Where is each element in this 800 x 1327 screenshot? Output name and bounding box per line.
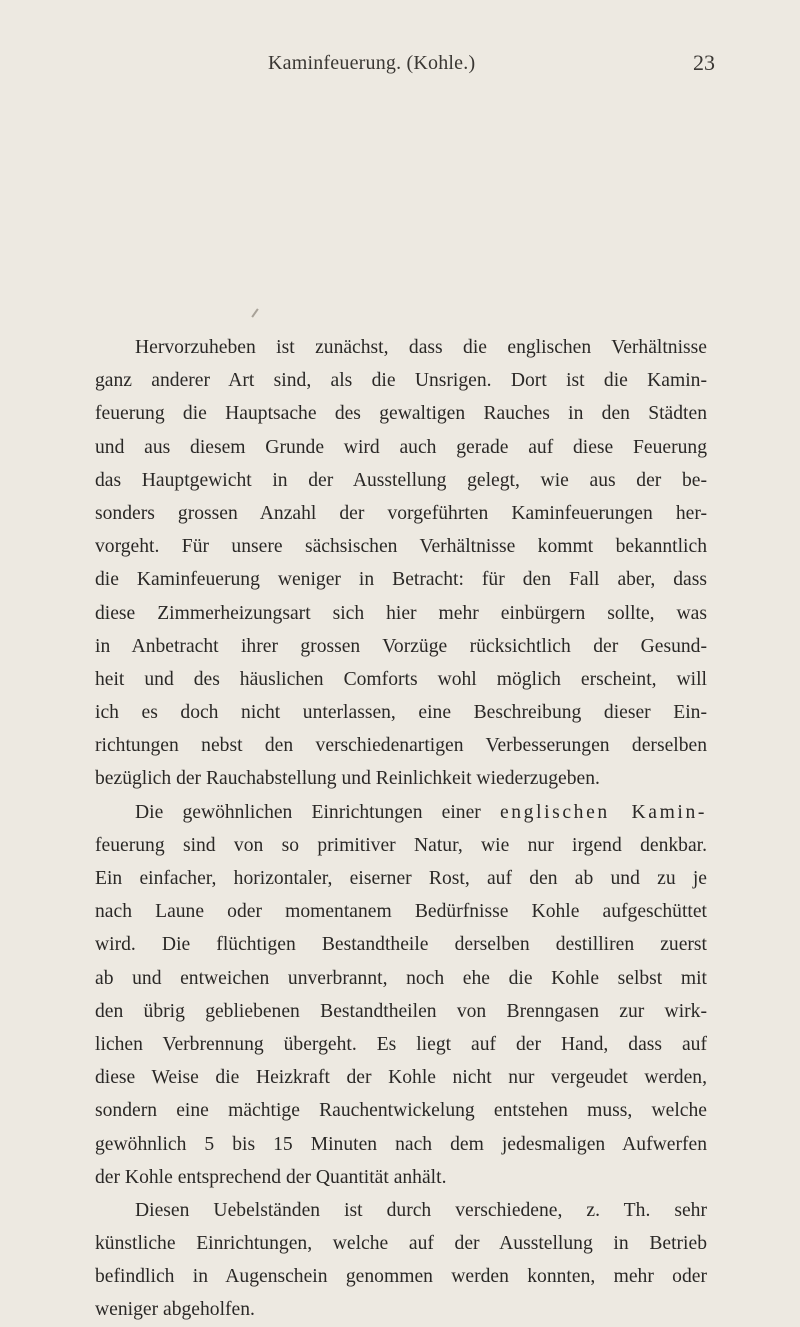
page-number: 23 <box>693 50 715 75</box>
text-line: das Hauptgewicht in der Ausstellung gelegt, wie aus der be- <box>95 469 707 491</box>
text-line: bezüglich der Rauchabstellung und Reinlichkeit wiederzugeben. <box>95 768 600 790</box>
text-line: künstliche Einrichtungen, welche auf der Ausstellung in Betrieb <box>95 1233 707 1255</box>
text-line: in Anbetracht ihrer grossen Vorzüge rücksichtlich der Gesund- <box>95 635 707 657</box>
text-line: die Kaminfeuerung weniger in Betracht: für den Fall aber, dass <box>95 569 707 591</box>
text-line: Diesen Uebelständen ist durch verschiedene, z. Th. sehr <box>135 1199 707 1221</box>
text-line: ich es doch nicht unterlassen, eine Beschreibung dieser Ein- <box>95 702 707 724</box>
text-line: diese Weise die Heizkraft der Kohle nicht nur vergeudet werden, <box>95 1067 707 1089</box>
text-line <box>95 796 707 829</box>
text-line: weniger abgeholfen. <box>95 1299 255 1321</box>
text-line: sonders grossen Anzahl der vorgeführten Kaminfeuerungen her- <box>95 502 707 524</box>
text-line: der Kohle entsprechend der Quantität anhält. <box>95 1166 447 1188</box>
ink-mark <box>251 308 258 317</box>
text-line: vorgeht. Für unsere sächsischen Verhältnisse kommt bekanntlich <box>95 536 707 558</box>
emphasized-term: englischen Kamin- <box>499 801 707 823</box>
running-head: Kaminfeuerung. (Kohle.) <box>268 52 476 74</box>
text-line: feuerung sind von so primitiver Natur, wie nur irgend denkbar. <box>95 834 707 856</box>
text-line: feuerung die Hauptsache des gewaltigen Rauches in den Städten <box>95 403 707 425</box>
text-line: befindlich in Augenschein genommen werden konnten, mehr oder <box>95 1266 707 1288</box>
text-line: ab und entweichen unverbrannt, noch ehe die Kohle selbst mit <box>95 967 707 989</box>
text-line: heit und des häuslichen Comforts wohl möglich erscheint, will <box>95 668 707 690</box>
text-line: ganz anderer Art sind, als die Unsrigen. Dort ist die Kamin- <box>95 370 707 392</box>
text-line: Ein einfacher, horizontaler, eiserner Rost, auf den ab und zu je <box>95 868 707 889</box>
text-line: diese Zimmerheizungsart sich hier mehr einbürgern sollte, was <box>95 602 707 624</box>
text-line: den übrig gebliebenen Bestandtheilen von Brenngasen zur wirk- <box>95 1000 707 1022</box>
text-line: wird. Die flüchtigen Bestandtheile derselben destilliren zuerst <box>95 934 707 956</box>
text-line: lichen Verbrennung übergeht. Es liegt auf der Hand, dass auf <box>95 1033 707 1055</box>
text-line: sondern eine mächtige Rauchentwickelung entstehen muss, welche <box>95 1100 707 1122</box>
text-line: nach Laune oder momentanem Bedürfnisse Kohle aufgeschüttet <box>95 901 707 923</box>
text-line: Hervorzuheben ist zunächst, dass die englischen Verhältnisse <box>135 337 707 358</box>
text-line: und aus diesem Grunde wird auch gerade auf diese Feuerung <box>95 436 707 458</box>
text-fragment: Die gewöhnlichen Einrichtungen einer <box>135 801 481 823</box>
text-line: richtungen nebst den verschiedenartigen Verbesserungen derselben <box>95 735 707 757</box>
body-text <box>95 331 707 1327</box>
text-line: gewöhnlich 5 bis 15 Minuten nach dem jedesmaligen Aufwerfen <box>95 1133 707 1155</box>
